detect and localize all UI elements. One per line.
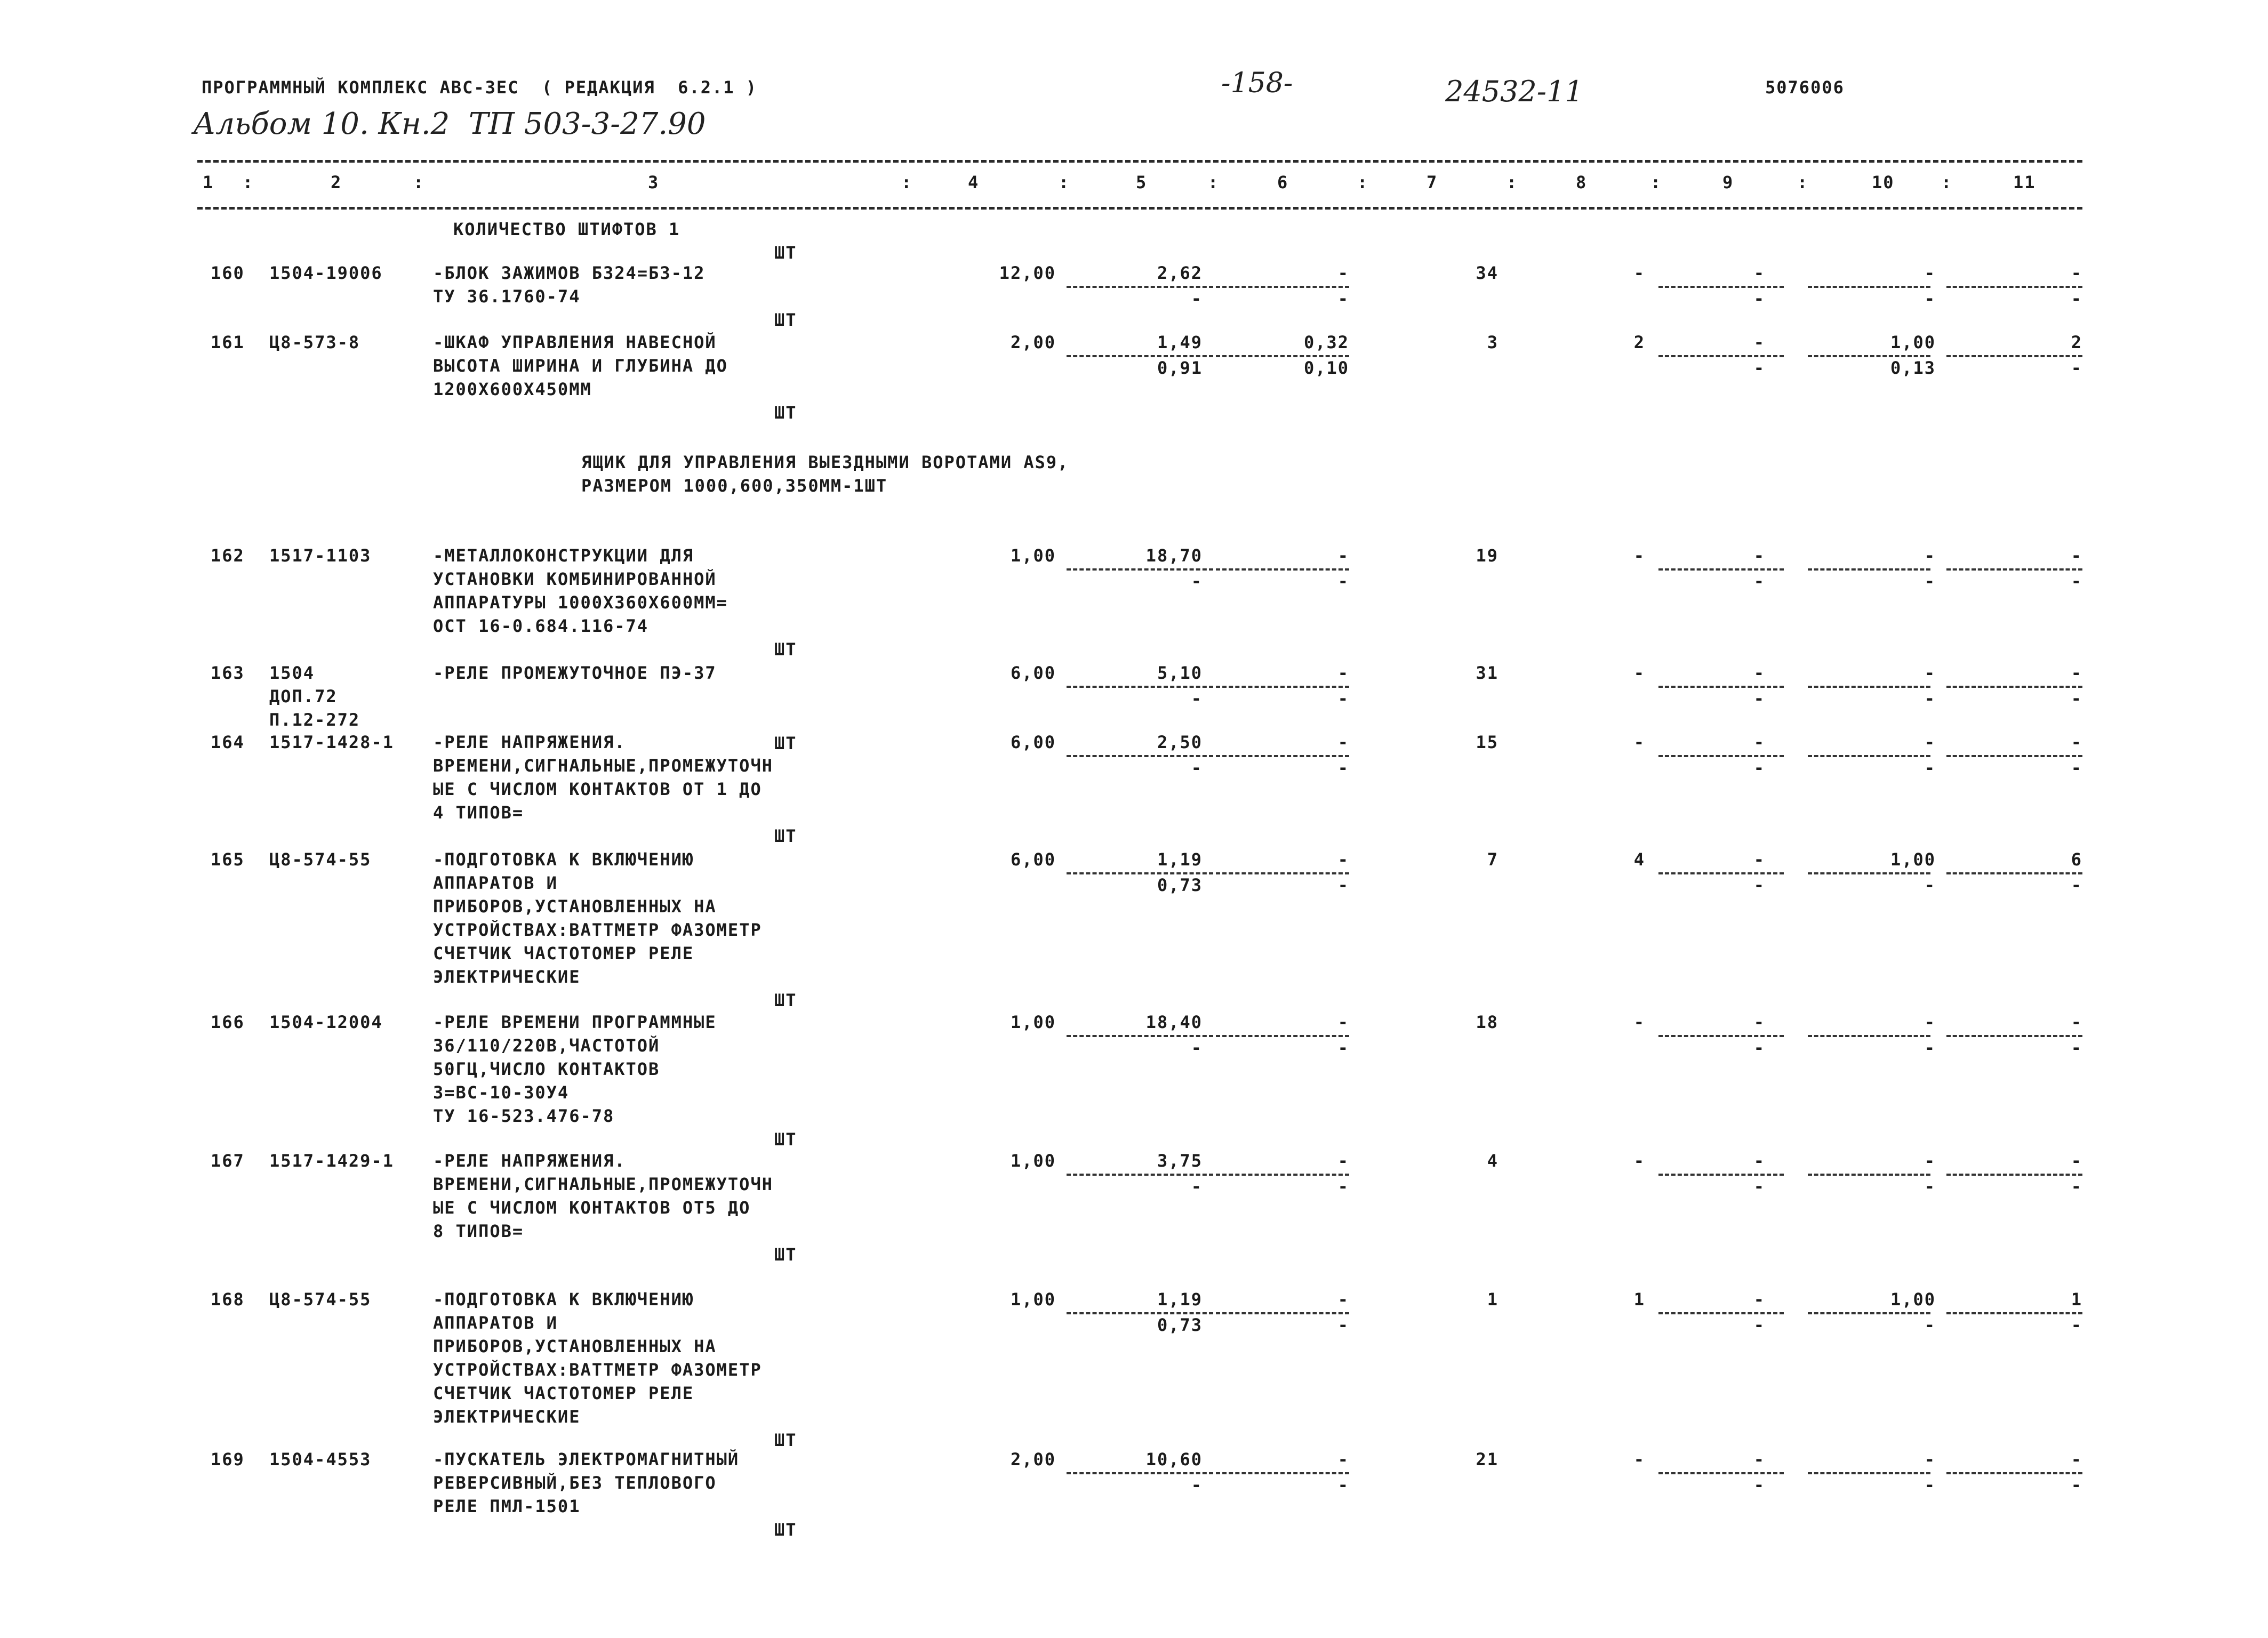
row-col6-bottom: -	[1337, 1475, 1349, 1495]
row-col10-top: -	[1924, 263, 1936, 283]
row-col9-bottom: -	[1753, 571, 1765, 591]
row-code: 1517-1429-1	[269, 1151, 394, 1171]
row-col11-top: -	[2071, 545, 2082, 566]
row-col6-bottom: -	[1337, 758, 1349, 778]
row-col11-bottom: -	[2071, 288, 2082, 309]
row-col9-top: -	[1753, 332, 1765, 352]
row-quantity: 1,00	[1010, 545, 1056, 566]
row-quantity: 6,00	[1010, 849, 1056, 870]
row-quantity: 1,00	[1010, 1289, 1056, 1310]
row-col6-top: 0,32	[1303, 332, 1349, 352]
row-col10-top: -	[1924, 663, 1936, 683]
row-description: -БЛОК ЗАЖИМОВ Б324=Б3-12	[433, 263, 706, 283]
fraction-line-c5	[1067, 872, 1213, 874]
row-description: ВРЕМЕНИ,СИГНАЛЬНЫЕ,ПРОМЕЖУТОЧН	[433, 1174, 773, 1194]
row-col10-top: -	[1924, 1012, 1936, 1032]
row-number: 161	[211, 332, 245, 352]
row-code: 1504	[269, 663, 315, 683]
row-col5-bottom: 0,91	[1157, 358, 1203, 378]
row-description: АППАРАТОВ И	[433, 1313, 558, 1333]
fraction-line-c11	[1946, 686, 2082, 688]
row-col11-bottom: -	[2071, 1315, 2082, 1335]
row-col8: 2	[1633, 332, 1645, 352]
header-top-rule	[197, 160, 2082, 163]
row-col8: -	[1633, 663, 1645, 683]
row-unit: ШТ	[774, 310, 797, 330]
row-col7: 15	[1476, 732, 1498, 752]
fraction-line-c6	[1216, 872, 1349, 874]
row-col5-top: 18,70	[1145, 545, 1203, 566]
row-col5-top: 5,10	[1157, 663, 1203, 683]
fraction-line-c5	[1067, 1472, 1213, 1474]
row-col10-bottom: -	[1924, 288, 1936, 309]
row-col10-top: -	[1924, 1151, 1936, 1171]
column-separator: :	[243, 172, 254, 192]
row-col5-top: 18,40	[1145, 1012, 1203, 1032]
row-col11-top: 6	[2071, 849, 2082, 870]
row-description: ПРИБОРОВ,УСТАНОВЛЕННЫХ НА	[433, 896, 717, 917]
row-col9-bottom: -	[1753, 875, 1765, 895]
column-separator: :	[1797, 172, 1809, 192]
fraction-line-c9	[1658, 1174, 1784, 1176]
fraction-line-c6	[1216, 1035, 1349, 1037]
fraction-line-c5	[1067, 686, 1213, 688]
row-code: 1517-1103	[269, 545, 372, 566]
fraction-line-c11	[1946, 872, 2082, 874]
row-description: 3=ВС-10-30У4	[433, 1082, 570, 1103]
row-col10-bottom: -	[1924, 875, 1936, 895]
row-col10-bottom: -	[1924, 1176, 1936, 1197]
column-header-9: 9	[1722, 172, 1734, 192]
row-col11-top: 1	[2071, 1289, 2082, 1310]
row-col7: 18	[1476, 1012, 1498, 1032]
row-col5-top: 1,19	[1157, 1289, 1203, 1310]
row-col11-bottom: -	[2071, 758, 2082, 778]
row-number: 160	[211, 263, 245, 283]
row-col9-bottom: -	[1753, 1475, 1765, 1495]
row-code: П.12-272	[269, 710, 360, 730]
fraction-line-c10	[1808, 355, 1930, 357]
row-col9-top: -	[1753, 849, 1765, 870]
row-unit: ШТ	[774, 990, 797, 1010]
note-line: ЯЩИК ДЛЯ УПРАВЛЕНИЯ ВЫЕЗДНЫМИ ВОРОТАМИ АS9,	[581, 452, 1069, 472]
row-col9-bottom: -	[1753, 358, 1765, 378]
document-number: 24532-11	[1445, 75, 1583, 108]
row-col10-bottom: -	[1924, 1475, 1936, 1495]
row-col11-bottom: -	[2071, 1176, 2082, 1197]
row-unit: ШТ	[774, 826, 797, 846]
row-col10-top: 1,00	[1890, 849, 1936, 870]
row-col7: 21	[1476, 1449, 1498, 1470]
fraction-line-c9	[1658, 872, 1784, 874]
row-description: -РЕЛЕ ПРОМЕЖУТОЧНОЕ ПЭ-37	[433, 663, 717, 683]
row-description: 36/110/220В,ЧАСТОТОЙ	[433, 1035, 660, 1056]
row-col6-top: -	[1337, 663, 1349, 683]
program-title: ПРОГРАММНЫЙ КОМПЛЕКС АВС-ЗЕС ( РЕДАКЦИЯ 6.2.1 )	[202, 77, 758, 98]
row-col10-bottom: -	[1924, 758, 1936, 778]
row-col11-top: -	[2071, 1449, 2082, 1470]
note-line: РАЗМЕРОМ 1000,600,350ММ-1ШТ	[581, 476, 888, 496]
row-description: ВРЕМЕНИ,СИГНАЛЬНЫЕ,ПРОМЕЖУТОЧН	[433, 756, 773, 776]
fraction-line-c5	[1067, 755, 1213, 757]
row-description: УСТАНОВКИ КОМБИНИРОВАННОЙ	[433, 569, 717, 589]
row-description: ТУ 36.1760-74	[433, 286, 581, 307]
row-col8: 1	[1633, 1289, 1645, 1310]
fraction-line-c10	[1808, 1174, 1930, 1176]
row-quantity: 1,00	[1010, 1151, 1056, 1171]
row-col8: 4	[1633, 849, 1645, 870]
fraction-line-c9	[1658, 1035, 1784, 1037]
row-col11-bottom: -	[2071, 571, 2082, 591]
fraction-line-c10	[1808, 568, 1930, 571]
row-unit: ШТ	[774, 733, 797, 753]
fraction-line-c11	[1946, 1312, 2082, 1314]
row-col10-bottom: -	[1924, 1038, 1936, 1058]
row-col6-bottom: -	[1337, 288, 1349, 309]
fraction-line-c6	[1216, 1174, 1349, 1176]
row-col9-top: -	[1753, 1012, 1765, 1032]
document-code: 5076006	[1765, 77, 1845, 98]
row-code: Ц8-574-55	[269, 1289, 372, 1310]
row-col10-top: -	[1924, 545, 1936, 566]
row-col7: 1	[1487, 1289, 1498, 1310]
header-bottom-rule	[197, 207, 2082, 210]
row-col5-bottom: -	[1191, 288, 1203, 309]
row-description: 4 ТИПОВ=	[433, 802, 524, 823]
row-description: -РЕЛЕ НАПРЯЖЕНИЯ.	[433, 732, 626, 752]
row-col6-top: -	[1337, 1012, 1349, 1032]
row-description: ЭЛЕКТРИЧЕСКИЕ	[433, 1407, 581, 1427]
fraction-line-c9	[1658, 686, 1784, 688]
row-col9-bottom: -	[1753, 288, 1765, 309]
fraction-line-c5	[1067, 1174, 1213, 1176]
page-number: -158-	[1221, 67, 1293, 99]
row-code: ДОП.72	[269, 686, 338, 706]
row-col11-bottom: -	[2071, 688, 2082, 709]
row-col10-top: 1,00	[1890, 332, 1936, 352]
row-unit: ШТ	[774, 639, 797, 660]
fraction-line-c5	[1067, 1035, 1213, 1037]
fraction-line-c10	[1808, 1472, 1930, 1474]
fraction-line-c6	[1216, 686, 1349, 688]
row-description: УСТРОЙСТВАХ:ВАТТМЕТР ФАЗОМЕТР	[433, 1360, 762, 1380]
row-unit: ШТ	[774, 1244, 797, 1265]
row-col9-bottom: -	[1753, 1176, 1765, 1197]
row-quantity: 2,00	[1010, 332, 1056, 352]
row-col5-bottom: -	[1191, 1475, 1203, 1495]
row-col5-top: 2,50	[1157, 732, 1203, 752]
row-description: ПРИБОРОВ,УСТАНОВЛЕННЫХ НА	[433, 1336, 717, 1356]
column-separator: :	[901, 172, 913, 192]
fraction-line-c11	[1946, 755, 2082, 757]
row-code: 1517-1428-1	[269, 732, 394, 752]
fraction-line-c10	[1808, 1035, 1930, 1037]
fraction-line-c9	[1658, 568, 1784, 571]
column-header-11: 11	[2013, 172, 2036, 192]
fraction-line-c11	[1946, 568, 2082, 571]
row-col11-top: -	[2071, 663, 2082, 683]
row-number: 164	[211, 732, 245, 752]
row-quantity: 2,00	[1010, 1449, 1056, 1470]
fraction-line-c10	[1808, 286, 1930, 288]
fraction-line-c11	[1946, 1174, 2082, 1176]
row-col11-bottom: -	[2071, 875, 2082, 895]
row-number: 165	[211, 849, 245, 870]
row-col9-bottom: -	[1753, 1315, 1765, 1335]
row-col5-bottom: 0,73	[1157, 1315, 1203, 1335]
row-number: 166	[211, 1012, 245, 1032]
row-unit: ШТ	[774, 1520, 797, 1540]
row-description: АППАРАТУРЫ 1000Х360Х600ММ=	[433, 592, 728, 613]
column-header-4: 4	[968, 172, 980, 192]
row-description: 8 ТИПОВ=	[433, 1221, 524, 1241]
fraction-line-c9	[1658, 355, 1784, 357]
row-col8: -	[1633, 1151, 1645, 1171]
column-header-7: 7	[1426, 172, 1438, 192]
row-col6-top: -	[1337, 849, 1349, 870]
row-description: -РЕЛЕ НАПРЯЖЕНИЯ.	[433, 1151, 626, 1171]
row-col6-top: -	[1337, 1151, 1349, 1171]
column-separator: :	[1208, 172, 1220, 192]
row-col9-bottom: -	[1753, 1038, 1765, 1058]
fraction-line-c11	[1946, 1472, 2082, 1474]
row-quantity: 1,00	[1010, 1012, 1056, 1032]
fraction-line-c6	[1216, 286, 1349, 288]
column-separator: :	[1357, 172, 1369, 192]
row-col7: 19	[1476, 545, 1498, 566]
row-col5-bottom: -	[1191, 1176, 1203, 1197]
row-col6-bottom: -	[1337, 1315, 1349, 1335]
column-header-3: 3	[648, 172, 660, 192]
row-col11-top: -	[2071, 732, 2082, 752]
row-col11-bottom: -	[2071, 358, 2082, 378]
fraction-line-c10	[1808, 755, 1930, 757]
fraction-line-c6	[1216, 355, 1349, 357]
row-unit: ШТ	[774, 1430, 797, 1450]
row-col6-bottom: -	[1337, 1176, 1349, 1197]
row-description: СЧЕТЧИК ЧАСТОТОМЕР РЕЛЕ	[433, 1383, 694, 1403]
fraction-line-c10	[1808, 872, 1930, 874]
column-separator: :	[1059, 172, 1070, 192]
row-col6-bottom: -	[1337, 571, 1349, 591]
row-col10-top: 1,00	[1890, 1289, 1936, 1310]
album-reference: Альбом 10. Кн.2 ТП 503-3-27.90	[193, 107, 706, 141]
row-description: РЕВЕРСИВНЫЙ,БЕЗ ТЕПЛОВОГО	[433, 1473, 717, 1493]
fraction-line-c11	[1946, 1035, 2082, 1037]
row-col6-top: -	[1337, 545, 1349, 566]
fraction-line-c9	[1658, 1472, 1784, 1474]
row-col6-top: -	[1337, 1289, 1349, 1310]
row-col10-bottom: -	[1924, 571, 1936, 591]
row-col5-top: 1,19	[1157, 849, 1203, 870]
row-col5-top: 1,49	[1157, 332, 1203, 352]
fraction-line-c11	[1946, 355, 2082, 357]
row-col11-top: -	[2071, 1012, 2082, 1032]
row-col9-top: -	[1753, 663, 1765, 683]
fraction-line-c6	[1216, 1312, 1349, 1314]
row-col7: 3	[1487, 332, 1498, 352]
row-unit: ШТ	[774, 1129, 797, 1150]
row-description: УСТРОЙСТВАХ:ВАТТМЕТР ФАЗОМЕТР	[433, 920, 762, 940]
row-col6-bottom: -	[1337, 1038, 1349, 1058]
row-code: Ц8-573-8	[269, 332, 360, 352]
unit-label: ШТ	[774, 243, 797, 263]
row-col8: -	[1633, 263, 1645, 283]
row-description: -ШКАФ УПРАВЛЕНИЯ НАВЕСНОЙ	[433, 332, 717, 352]
row-description: ВЫСОТА ШИРИНА И ГЛУБИНА ДО	[433, 356, 728, 376]
row-description: ЫЕ С ЧИСЛОМ КОНТАКТОВ ОТ5 ДО	[433, 1198, 751, 1218]
column-separator: :	[1506, 172, 1518, 192]
row-description: 1200Х600Х450ММ	[433, 379, 592, 399]
row-col5-bottom: -	[1191, 571, 1203, 591]
row-col5-top: 10,60	[1145, 1449, 1203, 1470]
fraction-line-c6	[1216, 568, 1349, 571]
row-col9-top: -	[1753, 1289, 1765, 1310]
row-code: Ц8-574-55	[269, 849, 372, 870]
row-col8: -	[1633, 732, 1645, 752]
fraction-line-c10	[1808, 686, 1930, 688]
row-description: -ПУСКАТЕЛЬ ЭЛЕКТРОМАГНИТНЫЙ	[433, 1449, 740, 1470]
row-col9-top: -	[1753, 732, 1765, 752]
row-description: АППАРАТОВ И	[433, 873, 558, 893]
row-col9-top: -	[1753, 1151, 1765, 1171]
row-number: 167	[211, 1151, 245, 1171]
row-number: 163	[211, 663, 245, 683]
row-col5-top: 3,75	[1157, 1151, 1203, 1171]
row-description: ОСТ 16-0.684.116-74	[433, 616, 649, 636]
row-col11-top: 2	[2071, 332, 2082, 352]
column-header-6: 6	[1277, 172, 1289, 192]
row-col11-top: -	[2071, 263, 2082, 283]
row-code: 1504-12004	[269, 1012, 383, 1032]
pre-line: КОЛИЧЕСТВО ШТИФТОВ 1	[453, 219, 680, 239]
row-col10-top: -	[1924, 732, 1936, 752]
fraction-line-c10	[1808, 1312, 1930, 1314]
row-col5-bottom: -	[1191, 688, 1203, 709]
row-col11-bottom: -	[2071, 1038, 2082, 1058]
row-col8: -	[1633, 1449, 1645, 1470]
row-col7: 7	[1487, 849, 1498, 870]
row-col9-top: -	[1753, 1449, 1765, 1470]
row-col7: 31	[1476, 663, 1498, 683]
row-number: 168	[211, 1289, 245, 1310]
row-col10-bottom: 0,13	[1890, 358, 1936, 378]
row-quantity: 6,00	[1010, 732, 1056, 752]
row-number: 169	[211, 1449, 245, 1470]
column-header-5: 5	[1136, 172, 1148, 192]
column-header-8: 8	[1576, 172, 1588, 192]
fraction-line-c5	[1067, 568, 1213, 571]
column-separator: :	[413, 172, 425, 192]
row-col9-bottom: -	[1753, 758, 1765, 778]
row-col10-bottom: -	[1924, 688, 1936, 709]
row-col5-bottom: 0,73	[1157, 875, 1203, 895]
row-col7: 34	[1476, 263, 1498, 283]
row-col9-bottom: -	[1753, 688, 1765, 709]
row-col11-bottom: -	[2071, 1475, 2082, 1495]
fraction-line-c5	[1067, 286, 1213, 288]
column-separator: :	[1941, 172, 1953, 192]
row-col8: -	[1633, 1012, 1645, 1032]
row-col7: 4	[1487, 1151, 1498, 1171]
row-description: РЕЛЕ ПМЛ-1501	[433, 1496, 581, 1516]
row-description: -МЕТАЛЛОКОНСТРУКЦИИ ДЛЯ	[433, 545, 694, 566]
row-quantity: 12,00	[999, 263, 1056, 283]
row-col10-bottom: -	[1924, 1315, 1936, 1335]
row-col6-bottom: -	[1337, 875, 1349, 895]
row-description: -ПОДГОТОВКА К ВКЛЮЧЕНИЮ	[433, 849, 694, 870]
row-col6-bottom: -	[1337, 688, 1349, 709]
fraction-line-c9	[1658, 286, 1784, 288]
row-description: 50ГЦ,ЧИСЛО КОНТАКТОВ	[433, 1059, 660, 1079]
fraction-line-c5	[1067, 355, 1213, 357]
row-description: -ПОДГОТОВКА К ВКЛЮЧЕНИЮ	[433, 1289, 694, 1310]
row-description: ТУ 16-523.476-78	[433, 1106, 615, 1126]
row-description: -РЕЛЕ ВРЕМЕНИ ПРОГРАММНЫЕ	[433, 1012, 717, 1032]
row-description: СЧЕТЧИК ЧАСТОТОМЕР РЕЛЕ	[433, 943, 694, 963]
row-col5-bottom: -	[1191, 1038, 1203, 1058]
row-col5-bottom: -	[1191, 758, 1203, 778]
fraction-line-c6	[1216, 1472, 1349, 1474]
fraction-line-c6	[1216, 755, 1349, 757]
row-number: 162	[211, 545, 245, 566]
row-code: 1504-4553	[269, 1449, 372, 1470]
row-description: ЭЛЕКТРИЧЕСКИЕ	[433, 967, 581, 987]
fraction-line-c9	[1658, 1312, 1784, 1314]
row-col6-bottom: 0,10	[1303, 358, 1349, 378]
row-unit: ШТ	[774, 403, 797, 423]
row-col9-top: -	[1753, 263, 1765, 283]
row-col9-top: -	[1753, 545, 1765, 566]
column-separator: :	[1650, 172, 1662, 192]
fraction-line-c11	[1946, 286, 2082, 288]
fraction-line-c5	[1067, 1312, 1213, 1314]
row-col11-top: -	[2071, 1151, 2082, 1171]
row-col6-top: -	[1337, 732, 1349, 752]
row-col6-top: -	[1337, 263, 1349, 283]
row-col5-top: 2,62	[1157, 263, 1203, 283]
row-quantity: 6,00	[1010, 663, 1056, 683]
column-header-1: 1	[203, 172, 214, 192]
row-code: 1504-19006	[269, 263, 383, 283]
row-col8: -	[1633, 545, 1645, 566]
column-header-10: 10	[1872, 172, 1895, 192]
row-col10-top: -	[1924, 1449, 1936, 1470]
row-description: ЫЕ С ЧИСЛОМ КОНТАКТОВ ОТ 1 ДО	[433, 779, 762, 799]
row-col6-top: -	[1337, 1449, 1349, 1470]
fraction-line-c9	[1658, 755, 1784, 757]
column-header-2: 2	[331, 172, 342, 192]
